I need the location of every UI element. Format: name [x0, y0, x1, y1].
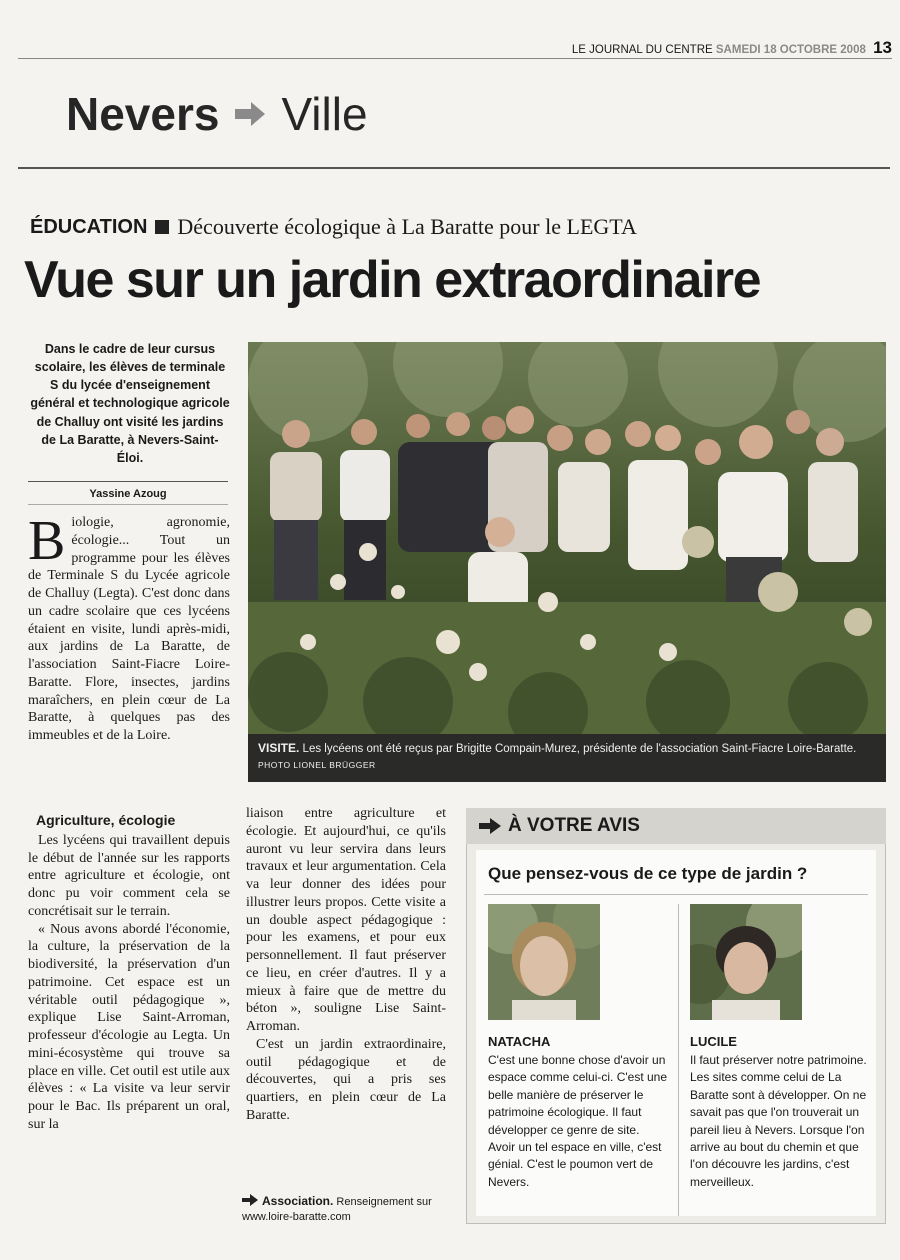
portrait-lucile — [690, 904, 802, 1020]
respondent-quote: Il faut préserver notre patrimoine. Les sites comme celui de La Baratte sont à développer. On ne savait pas que l'on trouverait un pareil lieu à Nevers. Lorsque l'on arrive au bout du chemin et que l'on découvre les jardins, c'est merveilleux. — [690, 1053, 867, 1189]
opinion-heading: À VOTRE AVIS — [508, 815, 640, 836]
respondent-name: NATACHA — [488, 1034, 551, 1049]
arrow-right-icon — [478, 817, 502, 835]
column-1 — [28, 510, 230, 745]
association-label: Association. — [262, 1194, 334, 1208]
column-2 — [246, 805, 446, 1125]
column-1-continued — [28, 812, 230, 1134]
photo-caption — [248, 734, 886, 782]
caption-text: Les lycéens ont été reçus par Brigitte Compain-Murez, présidente de l'association Saint-Fiacre Loire-Baratte. — [302, 743, 857, 755]
kicker-text: Découverte écologique à La Baratte pour le LEGTA — [177, 214, 637, 239]
top-rule — [18, 58, 892, 59]
newspaper-name: LE JOURNAL DU CENTRE — [571, 44, 713, 56]
section-rule — [18, 167, 890, 169]
headline: Vue sur un jardin extraordinaire — [24, 251, 761, 309]
respondent-quote: C'est une bonne chose d'avoir un espace comme celui-ci. C'est une belle manière de préserver le patrimoine écologique. Il faut développer ce genre de site. Avoir un tel espace en ville, c'est génial. C'est le poumon vert de Nevers. — [488, 1053, 668, 1189]
question-rule — [484, 894, 868, 895]
page-number: 13 — [873, 38, 892, 57]
opinion-question: Que pensez-vous de ce type de jardin ? — [488, 864, 808, 883]
body-paragraph-4: liaison entre agriculture et écologie. Et aujourd'hui, ce qu'ils auront vu leur servira dans leurs travaux et leur argumentation. Cela va leur donner des idées pour illustrer leurs propos. Cette visite a un double aspect pédagogique : pour les examens, et pour eux personnellement. Il faut préserver ce lieu, en créer d'autres. Il y a mieux à faire que de mettre du béton », souligne Lise Saint-Arroman. — [246, 806, 446, 1035]
section-name: Ville — [281, 88, 368, 140]
section-city: Nevers — [66, 88, 220, 140]
respondent-name: LUCILE — [690, 1034, 737, 1049]
section-header — [66, 84, 368, 144]
intertitle: Agriculture, écologie — [36, 812, 176, 828]
association-note — [242, 1194, 452, 1224]
group-photo — [248, 342, 886, 734]
body-paragraph-5: C'est un jardin extraordinaire, outil pédagogique et de découvertes, qui a pris ses quartiers, en plein cœur de La Baratte. — [246, 1036, 446, 1124]
body-paragraph-2: Les lycéens qui travaillent depuis le début de l'année sur les rapports entre agriculture et écologie, ont donc pu voir comment cela se concrétisait sur le terrain. — [28, 832, 230, 919]
arrow-right-icon — [233, 99, 267, 129]
opinion-box-header — [466, 808, 886, 844]
portrait-natacha — [488, 904, 600, 1020]
drop-cap: B — [28, 510, 66, 572]
arrow-right-icon — [242, 1194, 258, 1206]
byline: Yassine Azoug — [89, 488, 167, 500]
byline-rule — [28, 504, 228, 505]
body-paragraph-3: « Nous avons abordé l'économie, la culture, la préservation de la biodiversité, la préservation d'un patrimoine. Cet espace est un véritable outil pédagogique », explique Lise Saint-Arroman, professeur d'écologie au Legta. Un mini-écosystème qui trouve sa place en ville. Cet outil est utile aux élèves : « La visite va leur servir pour le Bac. Ils préparent un oral, sur la — [28, 921, 230, 1133]
lead-rule — [28, 481, 228, 482]
square-bullet-icon — [155, 220, 169, 234]
association-text: Renseignement sur www.loire-baratte.com — [242, 1196, 432, 1223]
issue-date: SAMEDI 18 OCTOBRE 2008 — [715, 44, 866, 56]
lead-paragraph: Dans le cadre de leur cursus scolaire, les élèves de terminale S du lycée d'enseignement général et technologique agricole de Challuy ont visité les jardins de La Baratte, à Nevers-Saint-Éloi. — [30, 342, 230, 465]
photo-credit: PHOTO LIONEL BRÜGGER — [258, 759, 376, 770]
respondent-divider — [678, 904, 679, 1216]
body-paragraph-1: iologie, agronomie, écologie... Tout un programme pour les élèves de Terminale S du Lycée agricole de Challuy (Legta). C'est donc dans un cadre scolaire que ces lycéens étaient en visite, lundi après-midi, aux jardins de La Baratte, de l'association Saint-Fiacre Loire-Baratte. Flore, insectes, jardins maraîchers, en plein cœur de La Baratte, à quelques pas des immeubles et de la Loire. — [28, 515, 230, 744]
folio — [560, 38, 892, 58]
kicker — [30, 214, 637, 240]
caption-label: VISITE. — [258, 741, 300, 755]
rubric: ÉDUCATION — [30, 215, 148, 238]
